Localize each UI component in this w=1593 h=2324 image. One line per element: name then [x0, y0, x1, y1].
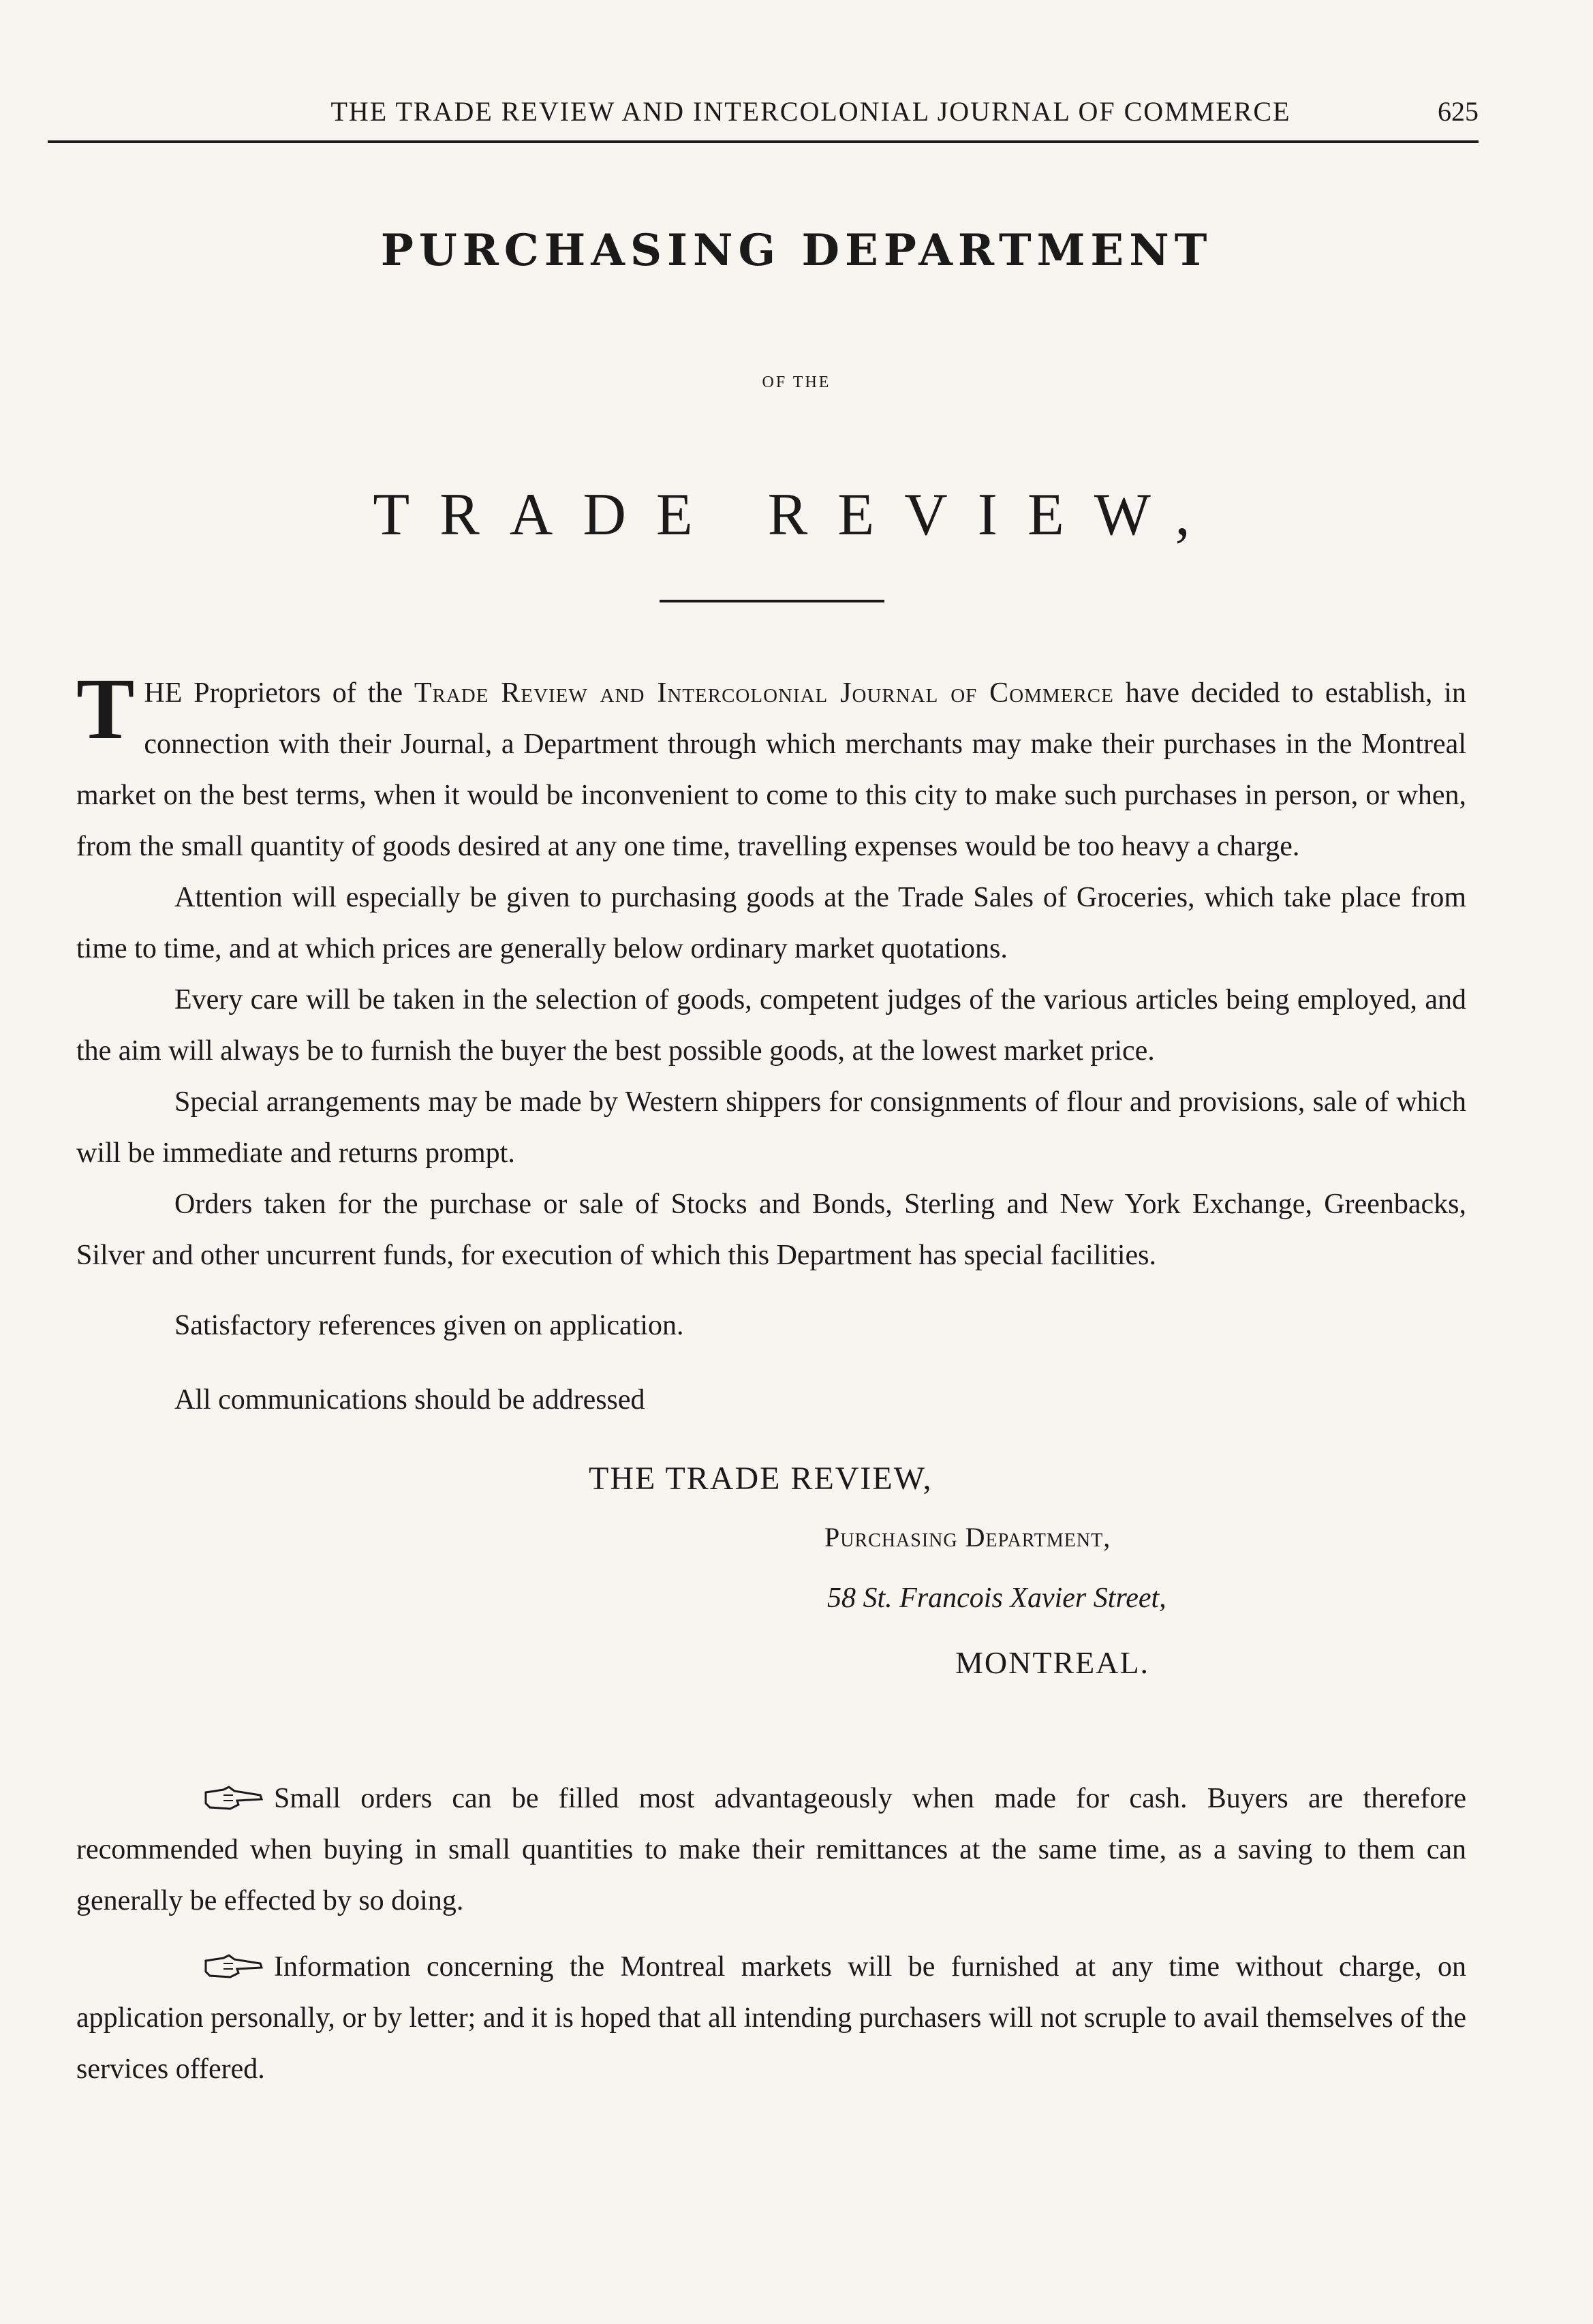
page-number: 625 [1438, 96, 1479, 127]
communications-line: All communications should be addressed [174, 1384, 645, 1416]
closing-block [76, 1300, 1466, 1426]
journal-name: Trade Review and Intercolonial Journal of Commerce [414, 677, 1114, 709]
drop-cap: T [76, 660, 135, 757]
paragraph-selection: Every care will be taken in the selection of goods, competent judges of the various articles being employed, and the aim will always be to furnish the buyer the best possible goods, at the lowest market price. [76, 984, 1466, 1067]
references-line: Satisfactory references given on application. [174, 1310, 684, 1341]
title-rule [660, 600, 884, 602]
running-title: THE TRADE REVIEW AND INTERCOLONIAL JOURNAL OF COMMERCE [330, 96, 1291, 127]
address-street: 58 St. Francois Xavier Street, [827, 1583, 1166, 1614]
running-header [48, 95, 1479, 150]
department-title: PURCHASING DEPARTMENT [380, 225, 1213, 276]
pointing-hand-icon [203, 1954, 264, 1978]
intro-lead: HE Proprietors of the [144, 677, 414, 709]
paragraph-intro [76, 660, 1466, 872]
address-city: MONTREAL. [955, 1645, 1150, 1680]
publication-title: TRADE REVIEW, [373, 482, 1220, 548]
article-body [76, 660, 1466, 2110]
address-name: THE TRADE REVIEW, [589, 1461, 933, 1497]
title-of-the: OF THE [762, 373, 831, 391]
address-block [76, 1453, 1466, 1698]
pointing-hand-icon [203, 1786, 264, 1810]
note-small-orders-text: Small orders can be filled most advantageously when made for cash. Buyers are therefore recommended when buying in small quantities to make their remittances at the same time, as a saving to them can generally be effected by so doing. [76, 1783, 1466, 1916]
address-department: Purchasing Department, [824, 1522, 1111, 1553]
header-rule [48, 140, 1479, 143]
note-small-orders [76, 1773, 1466, 1927]
note-information-text: Information concerning the Montreal markets will be furnished at any time without charge, on application personally, or by letter; and it is hoped that all intending purchasers will not scruple to avail themselves of the services offered. [76, 1951, 1466, 2085]
intro-rest: have decided to establish, in connection with their Journal, a Department through which merchants may make their purchases in the Montreal market on the best terms, when it would be inconvenient to come to this city to make such purchases in person, or when, from the small quantity of goods desired at any one time, travelling expenses would be too heavy a charge. [76, 677, 1466, 862]
note-information [76, 1942, 1466, 2095]
paragraph-arrangements: Special arrangements may be made by Western shippers for consignments of flour and provisions, sale of which will be immediate and returns prompt. [76, 1086, 1466, 1169]
notes-block [76, 1773, 1466, 2095]
paragraph-trade-sales: Attention will especially be given to purchasing goods at the Trade Sales of Groceries, which take place from time to time, and at which prices are generally below ordinary market quotations. [76, 882, 1466, 964]
paragraph-orders: Orders taken for the purchase or sale of Stocks and Bonds, Sterling and New York Exchange, Greenbacks, Silver and other uncurrent funds, for execution of which this Department has special facilities. [76, 1189, 1466, 1271]
